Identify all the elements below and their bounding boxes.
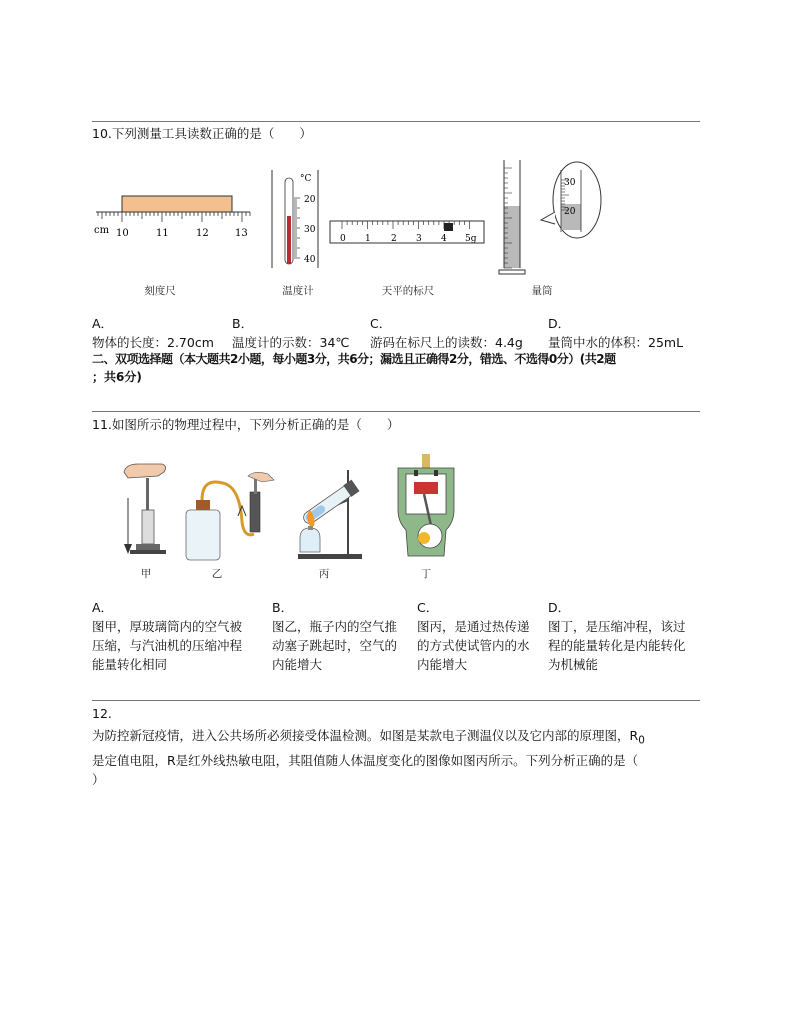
- q12-stem-line2: 是定值电阻，R是红外线热敏电阻，其阻值随人体温度变化的图像如图丙所示。下列分析正确的是（: [92, 752, 639, 768]
- thermometer-tick-30: 30: [304, 225, 316, 235]
- engine-cylinder-figure: [394, 452, 460, 564]
- q12-stem: [92, 726, 698, 789]
- q11-option-a-line1: 图甲，厚玻璃筒内的空气被: [92, 619, 243, 634]
- balance-tick-5g: 5g: [465, 234, 477, 244]
- balance-tick-2: 2: [391, 234, 397, 244]
- q10-option-c-letter: C．: [370, 316, 392, 331]
- q11-option-c-line1: 图丙，是通过热传递: [417, 619, 530, 634]
- ruler-tick-12: 12: [196, 228, 209, 239]
- figure-bing-label: 丙: [318, 568, 330, 580]
- figure-ding-label: 丁: [420, 568, 432, 580]
- balance-scale-figure: [328, 218, 488, 246]
- q10-stem: 10.下列测量工具读数正确的是（ ）: [92, 126, 312, 141]
- thermometer-caption: 温度计: [282, 285, 314, 297]
- q12-stem-line1-text: 为防控新冠疫情，进入公共场所必须接受体温检测。如图是某款电子测温仪以及它内部的原理图，R: [92, 728, 639, 743]
- q11-option-a[interactable]: [92, 598, 242, 674]
- section-2-header-line2: ；共6分): [92, 370, 142, 384]
- q10-option-a-letter: A．: [92, 316, 114, 331]
- balance-tick-4: 4: [441, 234, 447, 244]
- cylinder-tick-20: 20: [564, 207, 576, 217]
- q11-option-d[interactable]: [548, 598, 686, 674]
- q12-r0-subscript: 0: [638, 734, 645, 747]
- ruler-tick-13: 13: [235, 228, 248, 239]
- q11-option-b-line2: 动塞子跳起时，空气的: [272, 638, 398, 653]
- balance-caption: 天平的标尺: [381, 285, 435, 297]
- q11-option-a-letter: A．: [92, 600, 114, 615]
- ruler-figure: [92, 192, 254, 240]
- q11-option-d-line1: 图丁，是压缩冲程，该过: [548, 619, 686, 634]
- q11-option-b-line1: 图乙，瓶子内的空气推: [272, 619, 398, 634]
- q10-option-b-letter: B．: [232, 316, 254, 331]
- thermometer-tick-20: 20: [304, 195, 316, 205]
- cylinder-tick-30: 30: [564, 178, 576, 188]
- figure-yi-label: 乙: [211, 568, 223, 580]
- q10-option-b-text: 温度计的示数：34℃: [232, 335, 350, 350]
- ruler-tick-11: 11: [156, 228, 169, 239]
- q11-stem: 11.如图所示的物理过程中，下列分析正确的是（ ）: [92, 417, 400, 432]
- q11-option-b-line3: 内能增大: [272, 657, 323, 672]
- thermometer-unit: °C: [300, 174, 312, 184]
- q11-option-c-line2: 的方式使试管内的水: [417, 638, 530, 653]
- q10-option-a-text: 物体的长度：2.70cm: [92, 335, 214, 350]
- q10-option-b[interactable]: [232, 314, 349, 352]
- thermometer-figure: [268, 168, 324, 272]
- divider-q10: [92, 121, 700, 122]
- q10-option-d-letter: D．: [548, 316, 571, 331]
- q11-option-d-line3: 为机械能: [548, 657, 599, 672]
- balance-tick-0: 0: [340, 234, 346, 244]
- q10-option-d-text: 量筒中水的体积：25mL: [548, 335, 684, 350]
- bottle-pump-figure: [182, 472, 288, 564]
- compression-tube-figure: [118, 458, 170, 564]
- q11-option-a-line3: 能量转化相同: [92, 657, 168, 672]
- divider-q12: [92, 700, 700, 701]
- ruler-caption: 刻度尺: [144, 285, 176, 297]
- q11-option-d-letter: D．: [548, 600, 571, 615]
- q12-number: 12.: [92, 706, 112, 721]
- q10-option-c-text: 游码在标尺上的读数：4.4g: [370, 335, 523, 350]
- q11-option-a-line2: 压缩，与汽油机的压缩冲程: [92, 638, 243, 653]
- q10-option-d[interactable]: [548, 314, 683, 352]
- q11-option-c[interactable]: [417, 598, 530, 674]
- q11-option-c-line3: 内能增大: [417, 657, 468, 672]
- q12-stem-line1: [92, 726, 698, 751]
- q10-option-c[interactable]: [370, 314, 523, 352]
- test-tube-burner-figure: [290, 466, 386, 564]
- q11-option-c-letter: C．: [417, 600, 439, 615]
- graduated-cylinder-figure: [497, 158, 603, 276]
- cylinder-caption: 量筒: [531, 285, 553, 297]
- divider-q11: [92, 411, 700, 412]
- ruler-tick-10: 10: [116, 228, 129, 239]
- q11-option-b-letter: B．: [272, 600, 294, 615]
- q11-option-b[interactable]: [272, 598, 397, 674]
- thermometer-tick-40: 40: [304, 255, 316, 265]
- q10-option-a[interactable]: [92, 314, 214, 352]
- section-2-header: [92, 350, 704, 386]
- ruler-unit: cm: [94, 225, 110, 236]
- q12-stem-line3: ）: [92, 771, 105, 787]
- q11-option-d-line2: 程的能量转化是内能转化: [548, 638, 686, 653]
- balance-tick-3: 3: [416, 234, 422, 244]
- balance-tick-1: 1: [365, 234, 371, 244]
- figure-jia-label: 甲: [140, 568, 152, 580]
- section-2-header-line1: 二、双项选择题（本大题共2小题，每小题3分，共6分；漏选且正确得2分，错选、不选得0分）(共2题: [92, 352, 616, 366]
